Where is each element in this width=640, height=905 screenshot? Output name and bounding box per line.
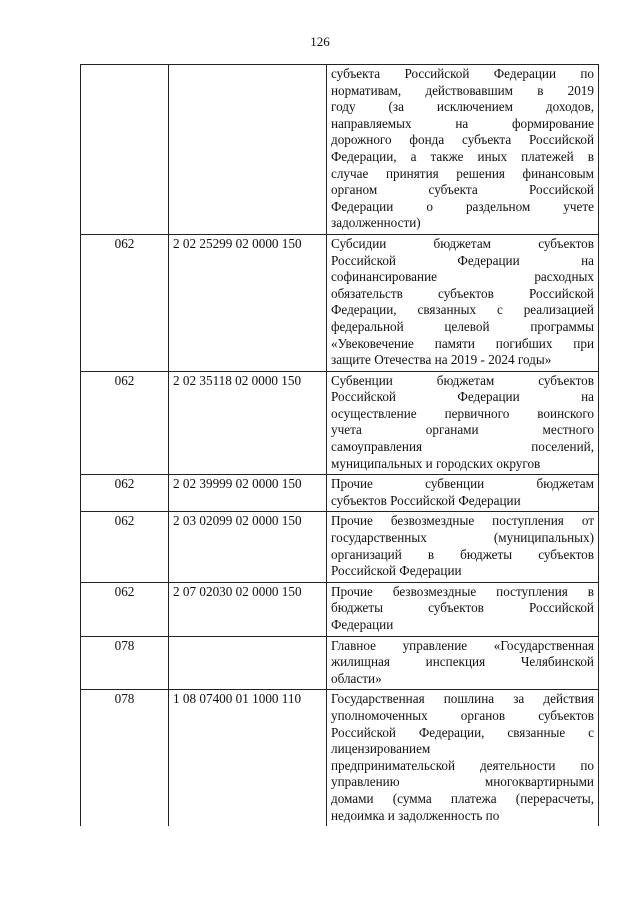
name-text-line: осуществление первичного воинского [331, 405, 594, 421]
name-text-line: Главное управление «Государственная [331, 637, 594, 653]
name-text-line: субъекта Российской Федерации по [331, 66, 594, 81]
name-text-line: Федерации о раздельном учете [331, 198, 594, 214]
revenue-name-cell [327, 371, 599, 475]
name-text-line: направляемых на формирование [331, 115, 594, 131]
admin-code-cell: 062 [81, 582, 169, 636]
revenue-name-cell [327, 512, 599, 582]
admin-code-cell: 062 [81, 371, 169, 475]
name-text-line: государственных (муниципальных) [331, 530, 594, 546]
name-text-line: задолженности) [331, 215, 421, 231]
admin-code-cell: 062 [81, 475, 169, 512]
revenue-name-cell [327, 636, 599, 690]
table-body [81, 65, 599, 827]
table-row [81, 636, 599, 690]
table-row [81, 582, 599, 636]
name-text-line: обязательств субъектов Российской [331, 285, 594, 301]
name-text-line: дорожного фонда субъекта Российской [331, 132, 594, 148]
table-row [81, 234, 599, 371]
table-row [81, 475, 599, 512]
name-text-line: случае принятия решения финансовым [331, 165, 594, 181]
name-text-line: Российской Федерации на [331, 389, 594, 405]
name-text-line: защите Отечества на 2019 - 2024 годы» [331, 352, 552, 368]
admin-code-cell: 062 [81, 234, 169, 371]
budget-code-cell: 2 03 02099 02 0000 150 [169, 512, 327, 582]
name-text-line: Субвенции бюджетам субъектов [331, 372, 594, 388]
revenue-name-cell [327, 475, 599, 512]
admin-code-cell: 078 [81, 636, 169, 690]
name-text-line: «Увековечение памяти погибших при [331, 335, 594, 351]
table-row [81, 690, 599, 826]
revenue-name-cell [327, 234, 599, 371]
name-text-line: органом субъекта Российской [331, 182, 594, 198]
name-text-line: организаций в бюджеты субъектов [331, 546, 594, 562]
name-text-line: области» [331, 670, 382, 686]
name-text-line: софинансирование расходных [331, 269, 594, 285]
name-text-line: Субсидии бюджетам субъектов [331, 235, 594, 251]
page-number: 126 [310, 34, 330, 49]
name-text-line: федеральной целевой программы [331, 318, 594, 334]
name-text-line: Федерации [331, 617, 394, 632]
name-text-line: Прочие безвозмездные поступления в [331, 583, 594, 599]
revenue-name-cell [327, 690, 599, 826]
budget-code-cell [169, 65, 327, 235]
name-text-line: субъектов Российской Федерации [331, 492, 521, 508]
name-text-line: управлению многоквартирными [331, 774, 594, 790]
name-text-line: Федерации, а также иных платежей в [331, 148, 594, 164]
table-row [81, 65, 599, 235]
name-text-line: предпринимательской деятельности по [331, 757, 594, 773]
budget-code-cell: 2 07 02030 02 0000 150 [169, 582, 327, 636]
name-text-line: муниципальных и городских округов [331, 455, 541, 471]
name-text-line: уполномоченных органов субъектов [331, 707, 594, 723]
name-text-line: Федерации, связанных с реализацией [331, 302, 594, 318]
budget-revenue-table [80, 64, 599, 826]
name-text-line: Российской Федерации, связанные с [331, 724, 594, 740]
name-text-line: Прочие безвозмездные поступления от [331, 513, 594, 529]
budget-code-cell: 1 08 07400 01 1000 110 [169, 690, 327, 826]
admin-code-cell [81, 65, 169, 235]
name-text-line: Российской Федерации [331, 563, 462, 579]
name-text-line: Государственная пошлина за действия [331, 691, 594, 707]
name-text-line: лицензированием [331, 741, 431, 757]
admin-code-cell: 078 [81, 690, 169, 826]
revenue-name-cell [327, 65, 599, 235]
name-text-line: жилищная инспекция Челябинской [331, 654, 594, 670]
table-row [81, 371, 599, 475]
name-text-line: домами (сумма платежа (перерасчеты, [331, 790, 594, 806]
name-text-line: году (за исключением доходов, [331, 99, 594, 115]
revenue-name-cell [327, 582, 599, 636]
name-text-line: бюджеты субъектов Российской [331, 600, 594, 616]
name-text-line: учета органами местного [331, 422, 594, 438]
name-text-line: недоимка и задолженность по [331, 807, 500, 823]
table-row [81, 512, 599, 582]
budget-code-cell: 2 02 35118 02 0000 150 [169, 371, 327, 475]
budget-code-cell: 2 02 39999 02 0000 150 [169, 475, 327, 512]
name-text-line: нормативам, действовавшим в 2019 [331, 82, 594, 98]
budget-code-cell: 2 02 25299 02 0000 150 [169, 234, 327, 371]
name-text-line: Прочие субвенции бюджетам [331, 476, 594, 492]
admin-code-cell: 062 [81, 512, 169, 582]
name-text-line: самоуправления поселений, [331, 439, 594, 455]
budget-code-cell [169, 636, 327, 690]
name-text-line: Российской Федерации на [331, 252, 594, 268]
